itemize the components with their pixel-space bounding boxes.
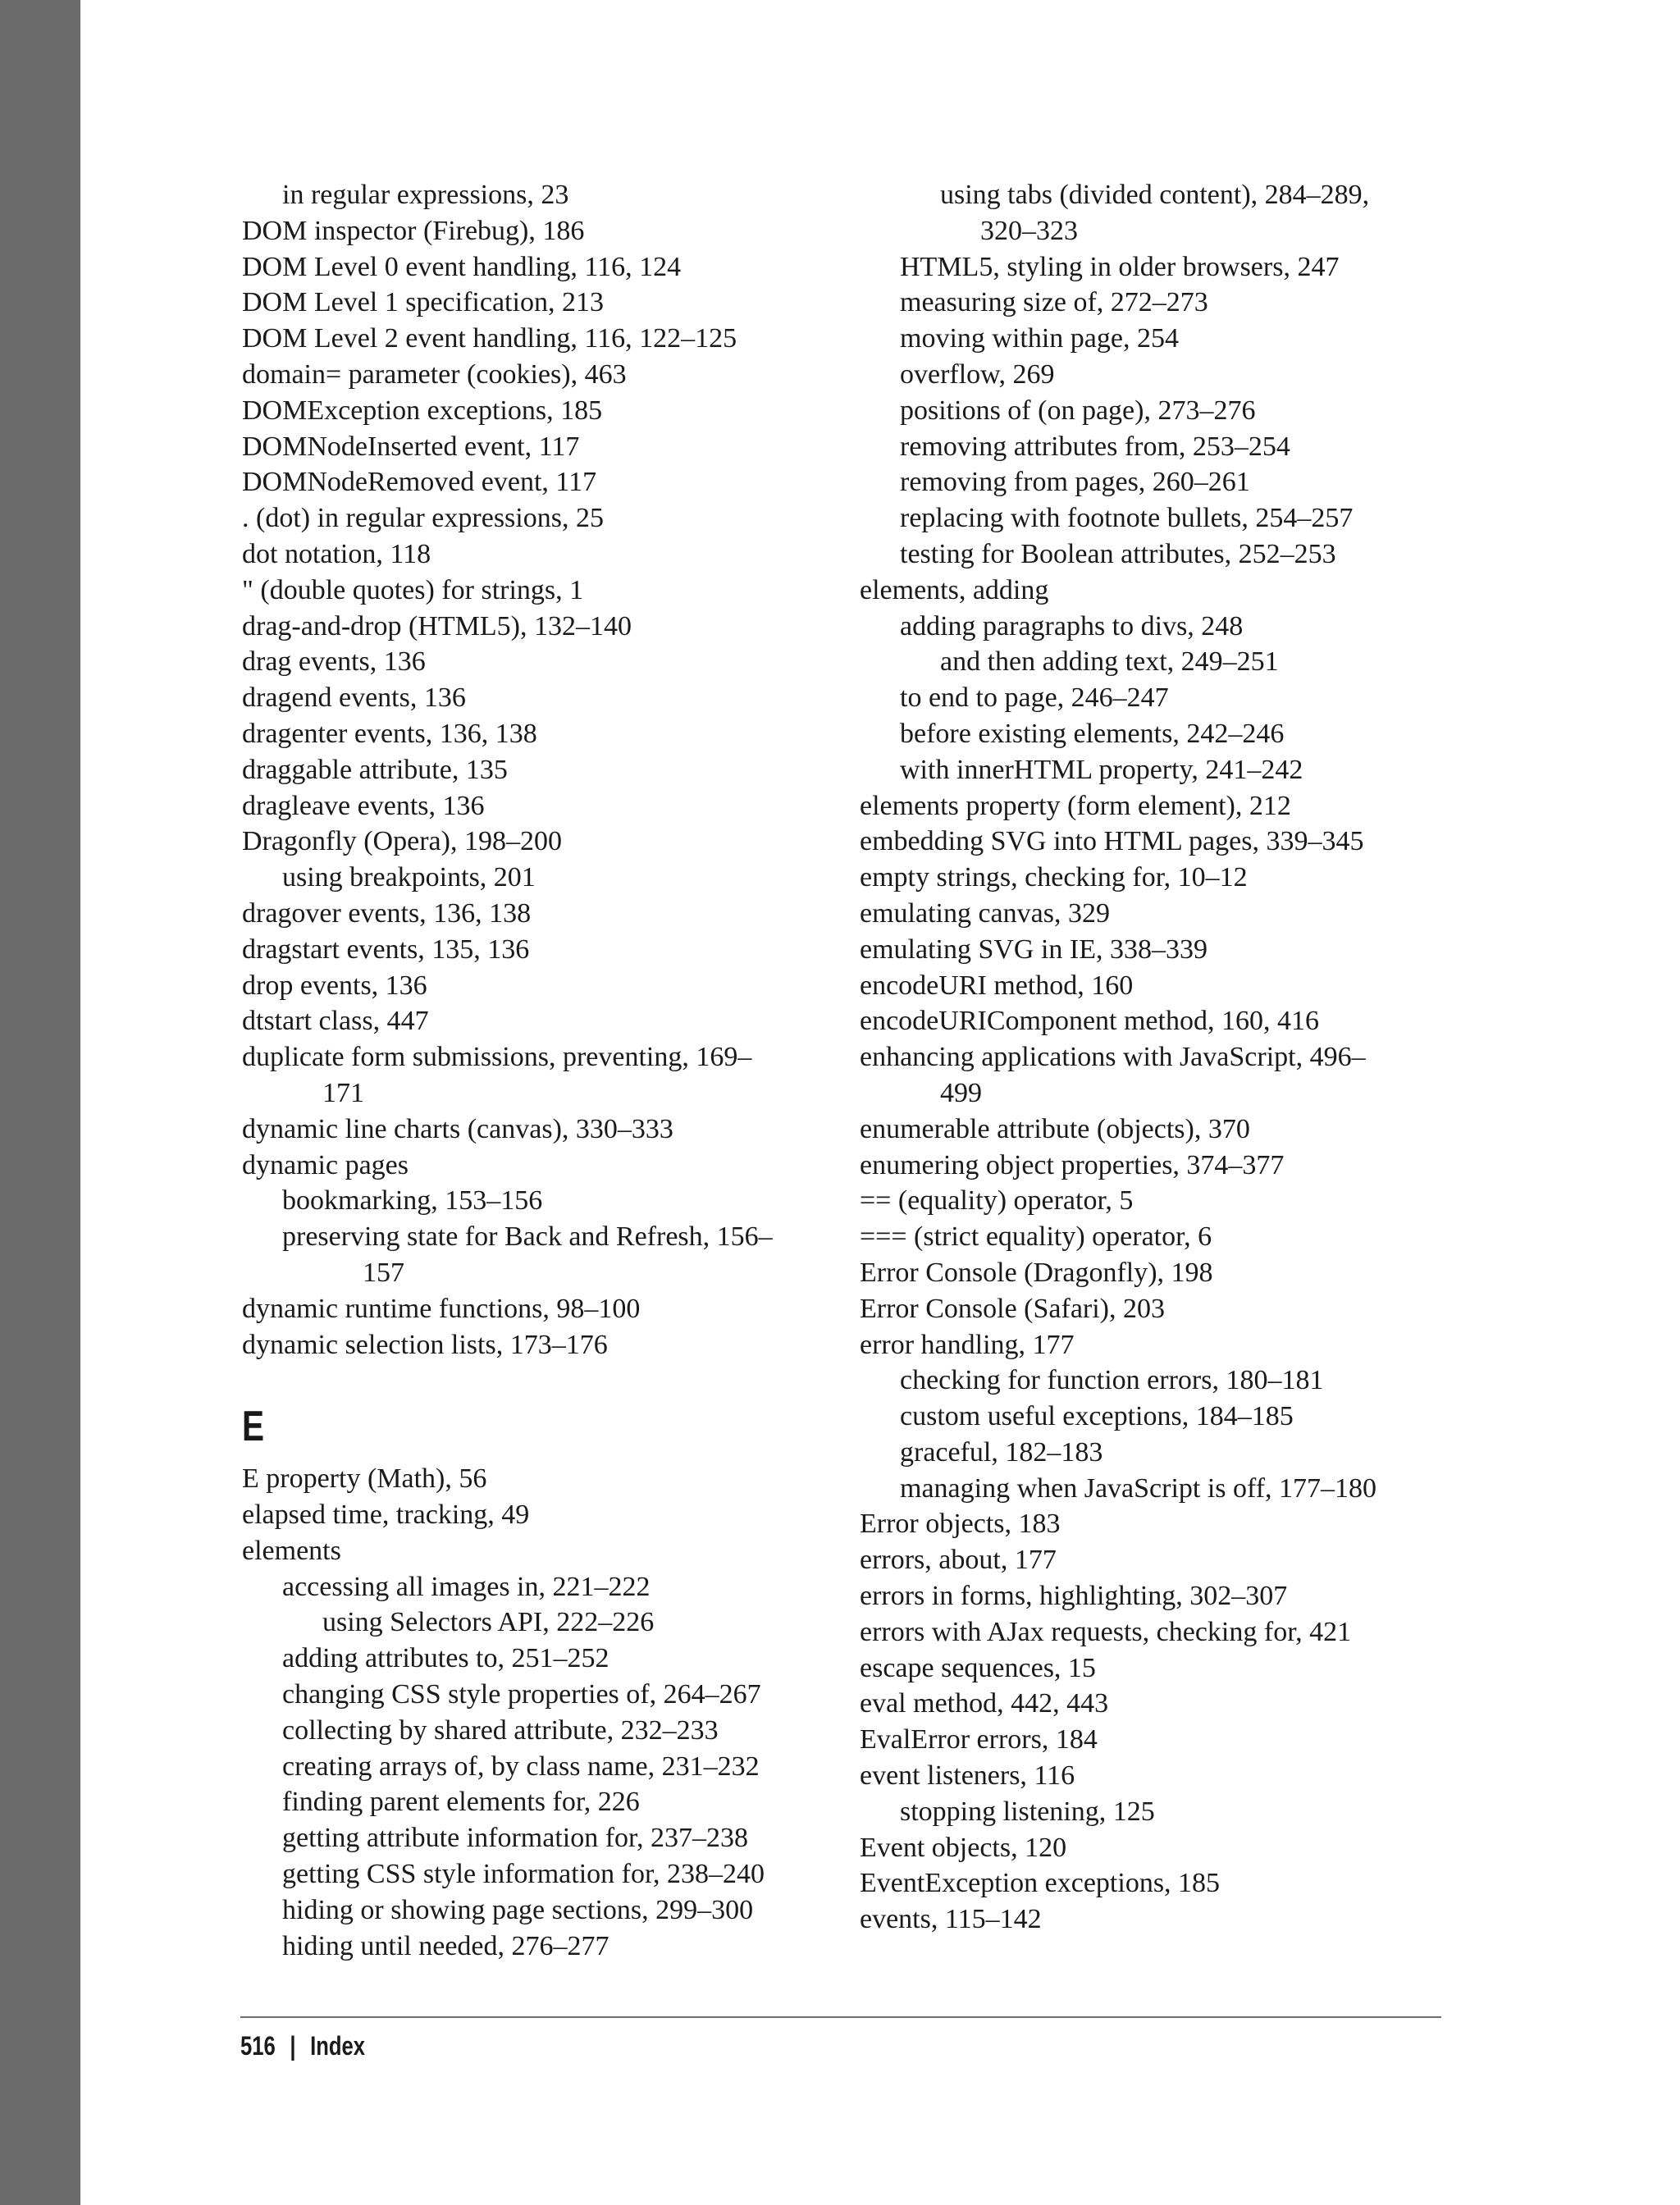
index-entry	[242, 968, 865, 1004]
index-entry	[860, 1363, 1450, 1399]
index-entry-continuation: 171	[322, 1077, 364, 1108]
index-entry	[242, 824, 865, 860]
index-entry	[242, 860, 865, 896]
index-entry-text: dtstart class, 447	[242, 1006, 429, 1037]
page-edge-bar	[0, 0, 80, 2205]
index-entries-d	[242, 177, 865, 1363]
index-entry	[860, 644, 1450, 680]
index-entry-text: testing for Boolean attributes, 252–253	[900, 538, 1336, 569]
index-entry	[242, 644, 865, 680]
index-entry	[242, 1892, 865, 1929]
index-entry-text: adding attributes to, 251–252	[282, 1643, 609, 1674]
index-entry-text: with innerHTML property, 241–242	[900, 754, 1303, 785]
index-entry-text: dot notation, 118	[242, 538, 431, 569]
index-entry-text: == (equality) operator, 5	[860, 1185, 1134, 1217]
index-entry-text: dragstart events, 135, 136	[242, 934, 530, 965]
index-entry-text: Dragonfly (Opera), 198–200	[242, 826, 562, 857]
index-entry-text: empty strings, checking for, 10–12	[860, 862, 1248, 893]
index-entry	[860, 1399, 1450, 1435]
index-entry	[860, 1506, 1450, 1542]
index-entry	[860, 393, 1450, 429]
index-entry-text: using breakpoints, 201	[282, 862, 536, 893]
index-entry	[242, 213, 865, 249]
index-entry-text: in regular expressions, 23	[282, 180, 569, 210]
index-entry-continuation: 320–323	[980, 215, 1078, 246]
index-entry	[860, 1003, 1450, 1039]
index-entry	[242, 1820, 865, 1856]
index-entry-text: accessing all images in, 221–222	[282, 1571, 651, 1602]
index-entry	[860, 1255, 1450, 1291]
index-entry	[242, 1713, 865, 1749]
index-entry-text: collecting by shared attribute, 232–233	[282, 1714, 719, 1746]
index-entry-text: dragenter events, 136, 138	[242, 718, 537, 749]
index-entry	[242, 177, 865, 213]
index-entry-text: elapsed time, tracking, 49	[242, 1500, 530, 1531]
index-entry-text: escape sequences, 15	[860, 1652, 1096, 1683]
index-entry-text: DOMNodeInserted event, 117	[242, 431, 580, 462]
index-entry	[860, 1758, 1450, 1794]
index-entry	[860, 609, 1450, 645]
index-entry-text: errors, about, 177	[860, 1545, 1057, 1576]
index-entry	[860, 1830, 1450, 1866]
index-entry-text: E property (Math), 56	[242, 1463, 487, 1495]
index-entry	[242, 1219, 865, 1291]
index-entry	[242, 536, 865, 573]
index-entry-text: moving within page, 254	[900, 323, 1179, 354]
index-entry	[242, 321, 865, 357]
index-entry	[242, 680, 865, 716]
index-entry	[242, 1856, 865, 1892]
index-entry	[860, 788, 1450, 824]
index-entry-text: drag events, 136	[242, 646, 426, 678]
index-entry-text: checking for function errors, 180–181	[900, 1365, 1324, 1396]
index-entry-text: removing attributes from, 253–254	[900, 431, 1290, 462]
index-entry-text: drop events, 136	[242, 970, 427, 1001]
index-entry-text: managing when JavaScript is off, 177–180	[900, 1472, 1377, 1504]
index-entry-text: and then adding text, 249–251	[940, 646, 1279, 678]
index-entry	[860, 752, 1450, 788]
index-entry-text: draggable attribute, 135	[242, 754, 508, 785]
index-entry	[860, 464, 1450, 500]
index-entry-text: enhancing applications with JavaScript, 496–	[860, 1042, 1366, 1073]
index-entry-text: elements	[242, 1535, 341, 1566]
index-entry-text: Event objects, 120	[860, 1832, 1067, 1863]
index-entry-text: graceful, 182–183	[900, 1436, 1103, 1468]
index-entry-text: positions of (on page), 273–276	[900, 395, 1256, 426]
index-entry	[242, 716, 865, 752]
index-entry-text: events, 115–142	[860, 1904, 1042, 1935]
index-entry-text: DOMNodeRemoved event, 117	[242, 467, 597, 498]
index-entry	[242, 1533, 865, 1569]
index-entry-text: eval method, 442, 443	[860, 1688, 1109, 1719]
index-entry	[860, 1471, 1450, 1507]
footer-rule	[240, 2016, 1441, 2018]
index-entry-text: Error Console (Safari), 203	[860, 1293, 1166, 1324]
index-entries-e	[242, 1461, 865, 1964]
index-entry	[242, 1749, 865, 1785]
index-column-right	[860, 177, 1450, 1938]
index-entry-text: dragleave events, 136	[242, 790, 485, 821]
index-entry-text: encodeURIComponent method, 160, 416	[860, 1006, 1319, 1037]
index-entry-text: creating arrays of, by class name, 231–232	[282, 1751, 760, 1782]
index-entry-continuation: 157	[363, 1257, 404, 1288]
index-entry-text: drag-and-drop (HTML5), 132–140	[242, 610, 632, 641]
index-entry-text: adding paragraphs to divs, 248	[900, 610, 1244, 641]
index-entry	[242, 500, 865, 536]
index-entry-text: enumering object properties, 374–377	[860, 1149, 1285, 1180]
footer-separator: |	[290, 2031, 296, 2061]
index-entry-text: before existing elements, 242–246	[900, 718, 1285, 749]
index-entry	[860, 1148, 1450, 1184]
index-entry-text: replacing with footnote bullets, 254–257	[900, 503, 1354, 534]
index-entry-text: elements property (form element), 212	[860, 790, 1291, 821]
index-entry-text: stopping listening, 125	[900, 1796, 1155, 1827]
index-entry-text: EventException exceptions, 185	[860, 1868, 1221, 1899]
index-entry-text: elements, adding	[860, 574, 1049, 605]
index-entry-text: bookmarking, 153–156	[282, 1185, 543, 1217]
index-entry	[860, 1219, 1450, 1255]
index-entry	[242, 1003, 865, 1039]
index-entry	[860, 716, 1450, 752]
index-entry-text: removing from pages, 260–261	[900, 467, 1250, 498]
index-entry-text: emulating canvas, 329	[860, 897, 1110, 929]
index-entry	[242, 249, 865, 285]
index-entry-text: dynamic pages	[242, 1149, 409, 1180]
index-entry	[860, 1039, 1450, 1112]
index-entry-text: enumerable attribute (objects), 370	[860, 1113, 1250, 1144]
index-entry	[860, 1291, 1450, 1327]
index-entry	[242, 609, 865, 645]
index-entry-text: DOM Level 2 event handling, 116, 122–125	[242, 323, 737, 354]
index-entry	[860, 500, 1450, 536]
index-entry-text: errors in forms, highlighting, 302–307	[860, 1581, 1288, 1612]
index-entry	[242, 896, 865, 932]
footer-section-title: Index	[310, 2031, 365, 2061]
page-footer	[240, 2028, 365, 2064]
index-entry-continuation: 499	[940, 1077, 982, 1108]
index-entry-text: DOMException exceptions, 185	[242, 395, 603, 426]
index-entry-text: EvalError errors, 184	[860, 1724, 1098, 1755]
index-entry	[242, 1497, 865, 1533]
index-entry-text: hiding or showing page sections, 299–300	[282, 1894, 754, 1925]
index-entry	[242, 1461, 865, 1497]
index-entry-text: Error Console (Dragonfly), 198	[860, 1257, 1213, 1288]
index-entry-text: overflow, 269	[900, 358, 1055, 390]
index-entry-text: duplicate form submissions, preventing, 169–	[242, 1042, 752, 1073]
index-entry	[860, 429, 1450, 465]
index-entry	[242, 285, 865, 321]
index-entry	[860, 177, 1450, 249]
index-entry-text: finding parent elements for, 226	[282, 1787, 640, 1818]
index-entry-text: " (double quotes) for strings, 1	[242, 574, 584, 605]
index-entry	[860, 1722, 1450, 1758]
index-entry	[242, 1327, 865, 1363]
index-entry-text: dynamic selection lists, 173–176	[242, 1329, 608, 1360]
index-entry	[242, 752, 865, 788]
index-entry	[242, 788, 865, 824]
index-entry	[242, 1641, 865, 1677]
index-entry	[242, 464, 865, 500]
index-entry	[860, 573, 1450, 609]
index-entry-text: dynamic runtime functions, 98–100	[242, 1293, 641, 1324]
index-entry	[242, 1291, 865, 1327]
index-entry-text: encodeURI method, 160	[860, 970, 1134, 1001]
index-entry	[860, 249, 1450, 285]
index-entry-text: Error objects, 183	[860, 1509, 1061, 1540]
index-entry	[860, 1686, 1450, 1722]
index-entry	[860, 285, 1450, 321]
index-entry-text: DOM Level 0 event handling, 116, 124	[242, 251, 682, 282]
index-entry	[242, 932, 865, 968]
index-entry	[242, 1148, 865, 1184]
index-entry	[242, 1929, 865, 1965]
index-entry	[860, 1183, 1450, 1219]
index-entry-text: getting CSS style information for, 238–240	[282, 1859, 765, 1890]
index-entry-text: domain= parameter (cookies), 463	[242, 358, 627, 390]
index-entry-text: measuring size of, 272–273	[900, 287, 1208, 318]
index-entry-text: dragend events, 136	[242, 682, 466, 714]
index-entry-text: hiding until needed, 276–277	[282, 1930, 609, 1961]
index-entry	[242, 1677, 865, 1713]
index-entry-text: error handling, 177	[860, 1329, 1075, 1360]
index-entry	[860, 1578, 1450, 1614]
index-entry	[860, 1112, 1450, 1148]
index-entry-text: . (dot) in regular expressions, 25	[242, 503, 604, 534]
index-entries-e-continued	[860, 177, 1450, 1938]
index-entry-text: event listeners, 116	[860, 1760, 1075, 1792]
index-entry	[242, 357, 865, 393]
index-entry	[860, 1327, 1450, 1363]
index-entry-text: emulating SVG in IE, 338–339	[860, 934, 1208, 965]
index-entry-text: embedding SVG into HTML pages, 339–345	[860, 826, 1364, 857]
index-entry	[242, 1112, 865, 1148]
section-letter-heading: E	[242, 1403, 265, 1451]
page-number: 516	[240, 2031, 276, 2061]
index-entry	[242, 1039, 865, 1112]
index-entry	[860, 1901, 1450, 1938]
index-entry	[860, 1865, 1450, 1901]
index-entry	[860, 860, 1450, 896]
index-entry	[860, 824, 1450, 860]
index-entry	[860, 357, 1450, 393]
index-entry-text: dynamic line charts (canvas), 330–333	[242, 1113, 673, 1144]
index-entry	[860, 536, 1450, 573]
index-entry	[242, 1605, 865, 1641]
index-entry-text: DOM inspector (Firebug), 186	[242, 215, 585, 246]
index-entry	[860, 968, 1450, 1004]
index-entry	[860, 1650, 1450, 1687]
index-entry	[242, 573, 865, 609]
index-entry-text: changing CSS style properties of, 264–267	[282, 1679, 761, 1710]
index-entry	[860, 680, 1450, 716]
index-entry-text: custom useful exceptions, 184–185	[900, 1401, 1294, 1432]
index-entry-text: getting attribute information for, 237–238	[282, 1823, 749, 1854]
index-entry	[860, 1435, 1450, 1471]
index-entry	[860, 1542, 1450, 1578]
index-entry	[242, 1183, 865, 1219]
index-entry-text: HTML5, styling in older browsers, 247	[900, 251, 1340, 282]
index-entry	[860, 1794, 1450, 1830]
index-entry-text: DOM Level 1 specification, 213	[242, 287, 604, 318]
index-entry-text: dragover events, 136, 138	[242, 897, 532, 929]
index-entry	[242, 1569, 865, 1605]
index-entry-text: to end to page, 246–247	[900, 682, 1169, 714]
index-entry	[242, 429, 865, 465]
index-entry-text: errors with AJax requests, checking for, 421	[860, 1616, 1352, 1647]
index-entry	[242, 393, 865, 429]
index-entry-text: using tabs (divided content), 284–289,	[940, 180, 1370, 210]
index-entry-text: === (strict equality) operator, 6	[860, 1221, 1212, 1253]
index-entry	[860, 321, 1450, 357]
index-entry-text: preserving state for Back and Refresh, 156–	[282, 1221, 773, 1253]
index-entry	[242, 1784, 865, 1820]
index-column-left	[242, 177, 865, 1964]
index-entry-text: using Selectors API, 222–226	[322, 1607, 655, 1638]
index-entry	[860, 1614, 1450, 1650]
index-entry	[860, 896, 1450, 932]
index-entry	[860, 932, 1450, 968]
